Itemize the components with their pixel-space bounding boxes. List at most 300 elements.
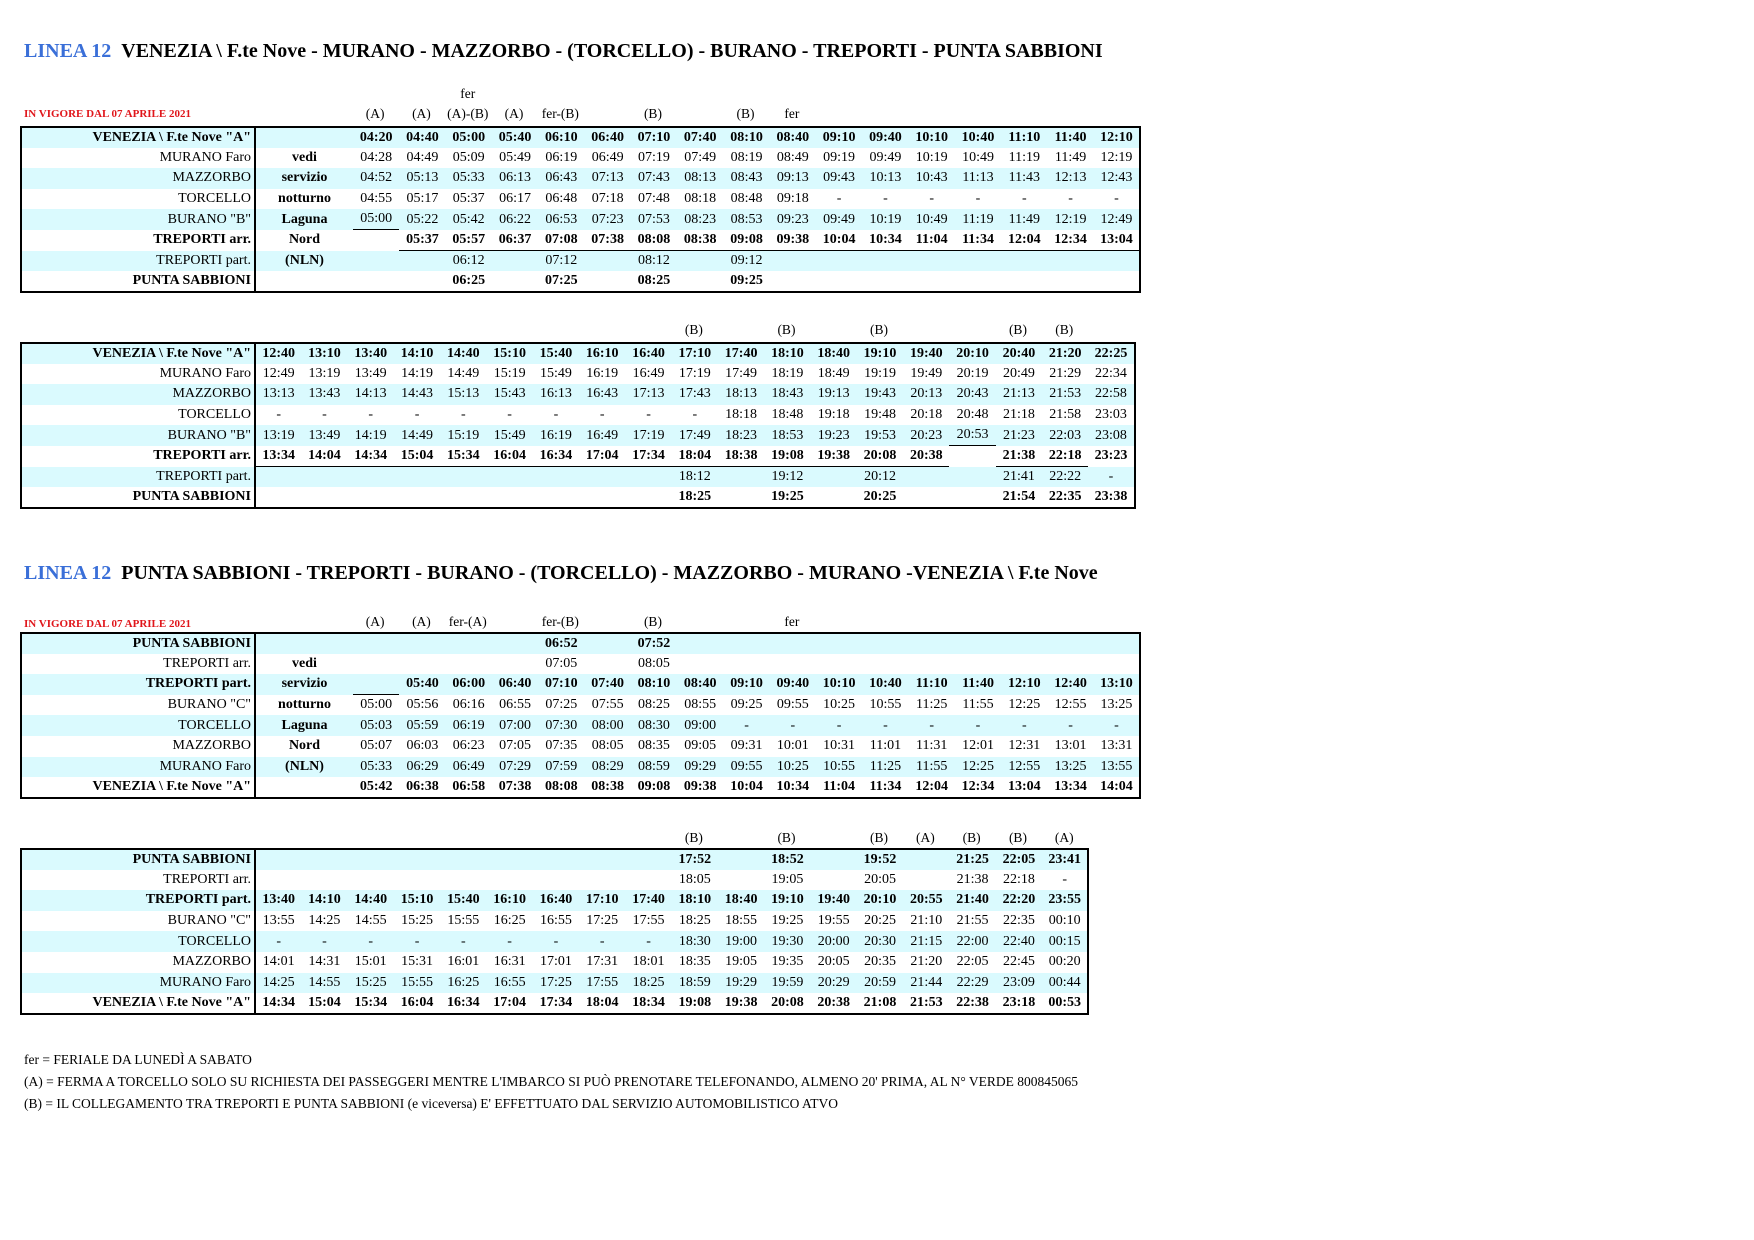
departure-time <box>862 654 908 675</box>
departure-time: 10:55 <box>816 757 862 778</box>
station-name: TORCELLO <box>21 405 255 426</box>
departure-time: - <box>1068 191 1073 207</box>
service-note: vedi <box>292 149 317 165</box>
departure-time: 17:31 <box>586 954 619 970</box>
departure-time: 05:22 <box>399 209 445 230</box>
departure-time: 19:30 <box>764 931 810 952</box>
departure-time: 19:08 <box>678 994 712 1010</box>
table-row <box>21 364 1135 385</box>
departure-time: 06:49 <box>446 757 492 778</box>
departure-time: 07:29 <box>492 757 538 778</box>
table-row <box>21 654 1140 675</box>
departure-time: 19:12 <box>764 467 810 488</box>
departure-time: 14:31 <box>308 954 341 970</box>
departure-time: 18:53 <box>764 425 810 446</box>
departure-time: 09:43 <box>816 168 862 189</box>
departure-time <box>486 487 532 508</box>
departure-time: 11:04 <box>909 230 955 251</box>
departure-time: 17:43 <box>672 384 718 405</box>
station-name: MURANO Faro <box>21 757 255 778</box>
departure-time <box>1047 271 1093 292</box>
departure-time: 04:28 <box>360 149 393 165</box>
departure-time: 23:41 <box>1042 849 1088 870</box>
section3-title <box>24 562 1098 585</box>
table-row <box>21 168 1140 189</box>
departure-time: 13:40 <box>255 890 301 911</box>
departure-time: 12:04 <box>915 778 949 794</box>
departure-time: 14:19 <box>401 365 433 381</box>
station-name: BURANO "C" <box>21 695 255 716</box>
departure-time: 05:37 <box>399 230 445 251</box>
departure-time: 17:52 <box>672 849 718 870</box>
departure-time: 09:38 <box>683 778 717 794</box>
departure-time <box>909 633 955 654</box>
departure-time: 06:58 <box>452 778 486 794</box>
departure-time: 21:10 <box>910 913 943 929</box>
departure-time: 13:40 <box>348 343 394 364</box>
table-row <box>21 127 1140 148</box>
departure-time: 11:10 <box>1001 127 1047 148</box>
departure-time: 17:25 <box>533 973 579 994</box>
column-note: (B) <box>684 322 703 337</box>
departure-time <box>492 251 538 272</box>
departure-time <box>625 487 671 508</box>
column-note: (B) <box>1055 322 1074 337</box>
departure-time: 20:49 <box>1002 365 1035 381</box>
departure-time: 16:55 <box>539 913 572 929</box>
departure-time <box>486 870 532 891</box>
departure-time: 16:34 <box>447 994 480 1010</box>
departure-time: 07:08 <box>538 230 584 251</box>
departure-time: 18:25 <box>625 973 671 994</box>
departure-time <box>677 633 723 654</box>
departure-time: 08:25 <box>637 697 670 713</box>
departure-time: 06:00 <box>446 674 492 695</box>
departure-time: 18:18 <box>725 407 758 423</box>
departure-time <box>440 467 486 488</box>
departure-time: - <box>1021 191 1027 207</box>
departure-time <box>440 849 486 870</box>
departure-time: 08:19 <box>730 149 763 165</box>
departure-time: 12:34 <box>961 778 995 794</box>
departure-time: 07:48 <box>637 191 670 207</box>
departure-time <box>394 487 440 508</box>
station-name: MAZZORBO <box>21 384 255 405</box>
departure-time: - <box>929 191 935 207</box>
departure-time: 07:05 <box>545 655 578 671</box>
table-row <box>21 251 1140 272</box>
departure-time: 22:35 <box>1048 488 1082 504</box>
departure-time <box>770 251 816 272</box>
departure-time: 15:04 <box>394 446 440 467</box>
section1-effective-date: IN VIGORE DAL 07 APRILE 2021 <box>24 108 191 120</box>
departure-time: 07:25 <box>545 697 578 713</box>
column-note: (A) <box>504 106 524 121</box>
departure-time: 04:52 <box>353 168 399 189</box>
departure-time: 18:49 <box>817 365 850 381</box>
station-name: TREPORTI part. <box>21 674 255 695</box>
departure-time: 19:43 <box>857 384 903 405</box>
departure-time: - <box>579 931 625 952</box>
departure-time: 05:17 <box>406 191 439 207</box>
departure-time: 19:13 <box>811 384 857 405</box>
departure-time: 07:40 <box>584 674 630 695</box>
departure-time: 20:59 <box>857 973 903 994</box>
departure-time: 11:01 <box>869 738 902 754</box>
departure-time: 19:49 <box>910 365 943 381</box>
departure-time: 09:08 <box>723 230 769 251</box>
departure-time: 23:23 <box>1094 448 1128 464</box>
departure-time: 00:44 <box>1042 973 1088 994</box>
departure-time: 14:43 <box>394 384 440 405</box>
departure-time: 09:13 <box>770 168 816 189</box>
departure-time: 10:01 <box>776 738 809 754</box>
departure-time: 11:13 <box>955 168 1001 189</box>
departure-time: 08:25 <box>637 272 671 288</box>
departure-time: 16:25 <box>440 973 486 994</box>
departure-time: 20:48 <box>956 407 989 423</box>
station-name: MURANO Faro <box>21 148 255 169</box>
departure-time: 10:55 <box>869 697 902 713</box>
departure-time: 21:41 <box>996 467 1042 488</box>
departure-time <box>955 251 1001 272</box>
departure-time <box>579 870 625 891</box>
departure-time: 18:48 <box>771 407 804 423</box>
departure-time: 11:25 <box>862 757 908 778</box>
table-row <box>21 870 1088 891</box>
departure-time: 05:09 <box>452 149 485 165</box>
departure-time: 12:49 <box>1094 209 1140 230</box>
departure-time: 09:40 <box>862 127 908 148</box>
service-note <box>255 127 353 148</box>
departure-time <box>584 251 630 272</box>
departure-time: 16:10 <box>486 890 532 911</box>
departure-time: 05:33 <box>446 168 492 189</box>
departure-time: 10:04 <box>730 778 763 794</box>
departure-time <box>353 674 399 695</box>
departure-time: 07:05 <box>499 738 531 754</box>
departure-time: 06:37 <box>492 230 538 251</box>
departure-time: 07:49 <box>684 149 717 165</box>
departure-time: 15:55 <box>447 913 480 929</box>
departure-time: 21:53 <box>909 994 943 1010</box>
departure-time: 10:34 <box>862 230 908 251</box>
departure-time: 20:29 <box>811 973 857 994</box>
departure-time: - <box>255 931 301 952</box>
departure-time: 08:18 <box>684 191 717 207</box>
departure-time: 08:35 <box>637 738 670 754</box>
departure-time <box>718 849 764 870</box>
departure-time: 13:43 <box>301 384 347 405</box>
departure-time: 20:23 <box>903 425 949 446</box>
departure-time: 19:40 <box>903 343 949 364</box>
departure-time: 05:00 <box>446 127 492 148</box>
departure-time <box>533 467 579 488</box>
departure-time: 19:00 <box>718 931 764 952</box>
departure-time: 14:10 <box>394 343 440 364</box>
departure-time: 18:04 <box>672 446 718 467</box>
departure-time: 14:10 <box>301 890 347 911</box>
departure-time: 16:01 <box>447 954 480 970</box>
departure-time: - <box>322 407 327 423</box>
departure-time: 13:04 <box>1007 778 1041 794</box>
departure-time: 08:53 <box>723 209 769 230</box>
departure-time: 14:01 <box>262 954 295 970</box>
departure-time <box>909 251 955 272</box>
table-row <box>21 148 1140 169</box>
table-row <box>21 931 1088 952</box>
departure-time: 04:55 <box>360 191 393 207</box>
departure-time: 14:49 <box>394 425 440 446</box>
departure-time: 14:13 <box>348 384 394 405</box>
departure-time <box>811 870 857 891</box>
departure-time: 11:34 <box>869 778 902 794</box>
departure-time: 15:13 <box>440 384 486 405</box>
departure-time: 23:55 <box>1042 890 1088 911</box>
departure-time: 20:00 <box>811 931 857 952</box>
departure-time: 09:38 <box>770 230 816 251</box>
departure-time: 09:19 <box>823 149 856 165</box>
departure-time <box>677 251 723 272</box>
table-row <box>21 209 1140 230</box>
departure-time: 22:29 <box>949 973 995 994</box>
departure-time: 17:55 <box>579 973 625 994</box>
departure-time: - <box>1114 191 1119 207</box>
departure-time: 19:18 <box>817 407 850 423</box>
column-note: (B) <box>736 106 755 121</box>
departure-time: 13:10 <box>301 343 347 364</box>
departure-time: 12:40 <box>255 343 301 364</box>
departure-time: 15:49 <box>539 365 572 381</box>
departure-time: 09:49 <box>869 149 902 165</box>
table-row <box>21 993 1088 1014</box>
table-row <box>21 467 1135 488</box>
departure-time: 22:45 <box>1002 954 1035 970</box>
station-name: VENEZIA \ F.te Nove "A" <box>21 343 255 364</box>
departure-time: 20:55 <box>903 890 949 911</box>
departure-time: 07:43 <box>631 168 677 189</box>
departure-time: 10:04 <box>816 230 862 251</box>
departure-time <box>446 654 492 675</box>
departure-time: 12:04 <box>1001 230 1047 251</box>
departure-time: 23:18 <box>1002 994 1036 1010</box>
departure-time: 06:25 <box>452 272 486 288</box>
departure-time <box>862 271 908 292</box>
departure-time: 20:19 <box>956 365 989 381</box>
column-note: (B) <box>870 830 889 845</box>
service-note <box>255 271 353 292</box>
departure-time <box>533 849 579 870</box>
departure-time: 19:38 <box>724 994 758 1010</box>
departure-time: 15:40 <box>440 890 486 911</box>
departure-time <box>625 849 671 870</box>
departure-time <box>816 271 862 292</box>
departure-time <box>584 271 630 292</box>
departure-time <box>718 467 764 488</box>
departure-time: 17:49 <box>725 365 758 381</box>
column-note: (B) <box>1008 830 1027 845</box>
departure-time: 12:43 <box>1094 168 1140 189</box>
departure-time: 13:34 <box>1054 778 1087 794</box>
departure-time: 16:04 <box>486 446 532 467</box>
departure-time: 09:10 <box>816 127 862 148</box>
departure-time: 12:55 <box>1001 757 1047 778</box>
departure-time: 18:25 <box>678 488 712 504</box>
departure-time: 12:34 <box>1047 230 1093 251</box>
departure-time: 16:40 <box>625 343 671 364</box>
departure-time: 18:40 <box>718 890 764 911</box>
departure-time: 15:25 <box>348 973 394 994</box>
timetable-return-morning <box>20 632 1141 799</box>
departure-time: 16:31 <box>493 954 526 970</box>
departure-time: 07:38 <box>498 778 532 794</box>
departure-time: 06:12 <box>446 251 492 272</box>
departure-time: 06:52 <box>538 633 584 654</box>
departure-time: 18:13 <box>718 384 764 405</box>
departure-time: - <box>1088 467 1134 488</box>
departure-time: 20:25 <box>864 913 896 929</box>
departure-time: 05:00 <box>353 209 399 230</box>
departure-time: 12:31 <box>1008 738 1041 754</box>
departure-time: - <box>975 191 981 207</box>
departure-time: 07:23 <box>584 209 630 230</box>
departure-time: 16:55 <box>486 973 532 994</box>
departure-time <box>811 467 857 488</box>
departure-time: 09:10 <box>723 674 769 695</box>
departure-time <box>1047 633 1093 654</box>
departure-time: 18:59 <box>672 973 718 994</box>
departure-time: 22:05 <box>956 954 989 970</box>
departure-time: 17:01 <box>539 954 572 970</box>
departure-time: 18:34 <box>632 994 665 1010</box>
departure-time <box>1001 271 1047 292</box>
departure-time: 21:38 <box>996 446 1042 467</box>
departure-time <box>353 633 399 654</box>
departure-time: 12:10 <box>1001 674 1047 695</box>
departure-time <box>816 654 862 675</box>
departure-time: 09:55 <box>776 697 809 713</box>
departure-time: 07:38 <box>584 230 630 251</box>
departure-time: - <box>955 715 1001 736</box>
departure-time <box>903 487 949 508</box>
departure-time <box>353 230 399 251</box>
departure-time: 05:59 <box>399 715 445 736</box>
departure-time <box>955 654 1001 675</box>
departure-time: 05:00 <box>360 697 393 713</box>
departure-time: 21:53 <box>1042 384 1088 405</box>
service-note: servizio <box>255 168 353 189</box>
departure-time <box>1001 654 1047 675</box>
departure-time: - <box>1062 871 1068 887</box>
departure-time: 13:19 <box>255 425 301 446</box>
line-label: LINEA 12 <box>24 40 112 62</box>
departure-time <box>677 654 723 675</box>
departure-time: 18:40 <box>811 343 857 364</box>
departure-time <box>399 633 445 654</box>
departure-time: 19:48 <box>864 407 896 423</box>
departure-time: 14:49 <box>447 365 480 381</box>
departure-time: 09:25 <box>730 272 763 288</box>
departure-time: 06:40 <box>584 127 630 148</box>
departure-time <box>348 467 394 488</box>
departure-time <box>353 251 399 272</box>
departure-time: 17:10 <box>579 890 625 911</box>
departure-time: 22:38 <box>956 994 989 1010</box>
departure-time: 21:08 <box>863 994 897 1010</box>
departure-time: 08:30 <box>631 715 677 736</box>
timetable-outbound-afternoon <box>20 342 1136 509</box>
table-row <box>21 674 1140 695</box>
departure-time: 14:19 <box>348 425 394 446</box>
departure-time <box>353 271 399 292</box>
departure-time: 19:29 <box>718 973 764 994</box>
column-note: (B) <box>643 614 662 629</box>
departure-time: 07:30 <box>538 715 584 736</box>
departure-time: 06:38 <box>406 778 439 794</box>
departure-time: - <box>553 407 559 423</box>
departure-time: 18:35 <box>678 954 711 970</box>
departure-time: 15:04 <box>308 994 341 1010</box>
legend-b: (B) = IL COLLEGAMENTO TRA TREPORTI E PUNTA SABBIONI (e viceversa) E' EFFETTUATO DAL SERVIZIO AUTOMOBILISTICO ATVO <box>24 1096 839 1111</box>
table-row <box>21 230 1140 251</box>
departure-time: 22:18 <box>1002 871 1035 887</box>
departure-time: - <box>276 407 281 423</box>
departure-time: 06:22 <box>492 209 538 230</box>
column-note: (A) <box>412 614 431 629</box>
station-name: MAZZORBO <box>21 168 255 189</box>
departure-time: - <box>1047 715 1093 736</box>
departure-time: 12:19 <box>1100 149 1133 165</box>
departure-time <box>718 870 764 891</box>
departure-time: 16:10 <box>579 343 625 364</box>
departure-time <box>492 654 538 675</box>
departure-time: 18:04 <box>585 994 619 1010</box>
legend-fer: fer = FERIALE DA LUNEDÌ A SABATO <box>24 1052 252 1067</box>
departure-time: 04:40 <box>399 127 445 148</box>
station-name: PUNTA SABBIONI <box>21 271 255 292</box>
column-note: (B) <box>643 106 662 121</box>
departure-time <box>440 487 486 508</box>
station-name: BURANO "B" <box>21 425 255 446</box>
departure-time: 08:05 <box>637 655 670 671</box>
departure-time: 07:52 <box>631 633 677 654</box>
column-note: fer-(A) <box>448 614 487 629</box>
departure-time: 18:55 <box>725 913 758 929</box>
departure-time <box>1094 633 1140 654</box>
departure-time: 15:01 <box>354 954 387 970</box>
station-name: TREPORTI arr. <box>21 870 255 891</box>
departure-time: 05:42 <box>446 209 492 230</box>
departure-time: 20:38 <box>903 446 949 467</box>
departure-time <box>486 467 532 488</box>
departure-time: 13:55 <box>1094 757 1140 778</box>
departure-time <box>255 467 301 488</box>
departure-time: 10:34 <box>776 778 810 794</box>
departure-time: 17:19 <box>625 425 671 446</box>
departure-time <box>723 633 769 654</box>
departure-time: 15:43 <box>486 384 532 405</box>
column-note: (B) <box>684 830 703 845</box>
departure-time: 05:33 <box>353 757 399 778</box>
departure-time: 10:43 <box>909 168 955 189</box>
departure-time: 07:19 <box>637 149 670 165</box>
column-note: (A)-(B) <box>447 106 489 121</box>
departure-time: 08:08 <box>545 778 578 794</box>
departure-time: 21:38 <box>956 871 989 887</box>
table-row <box>21 757 1140 778</box>
departure-time <box>579 487 625 508</box>
departure-time: 18:23 <box>718 425 764 446</box>
